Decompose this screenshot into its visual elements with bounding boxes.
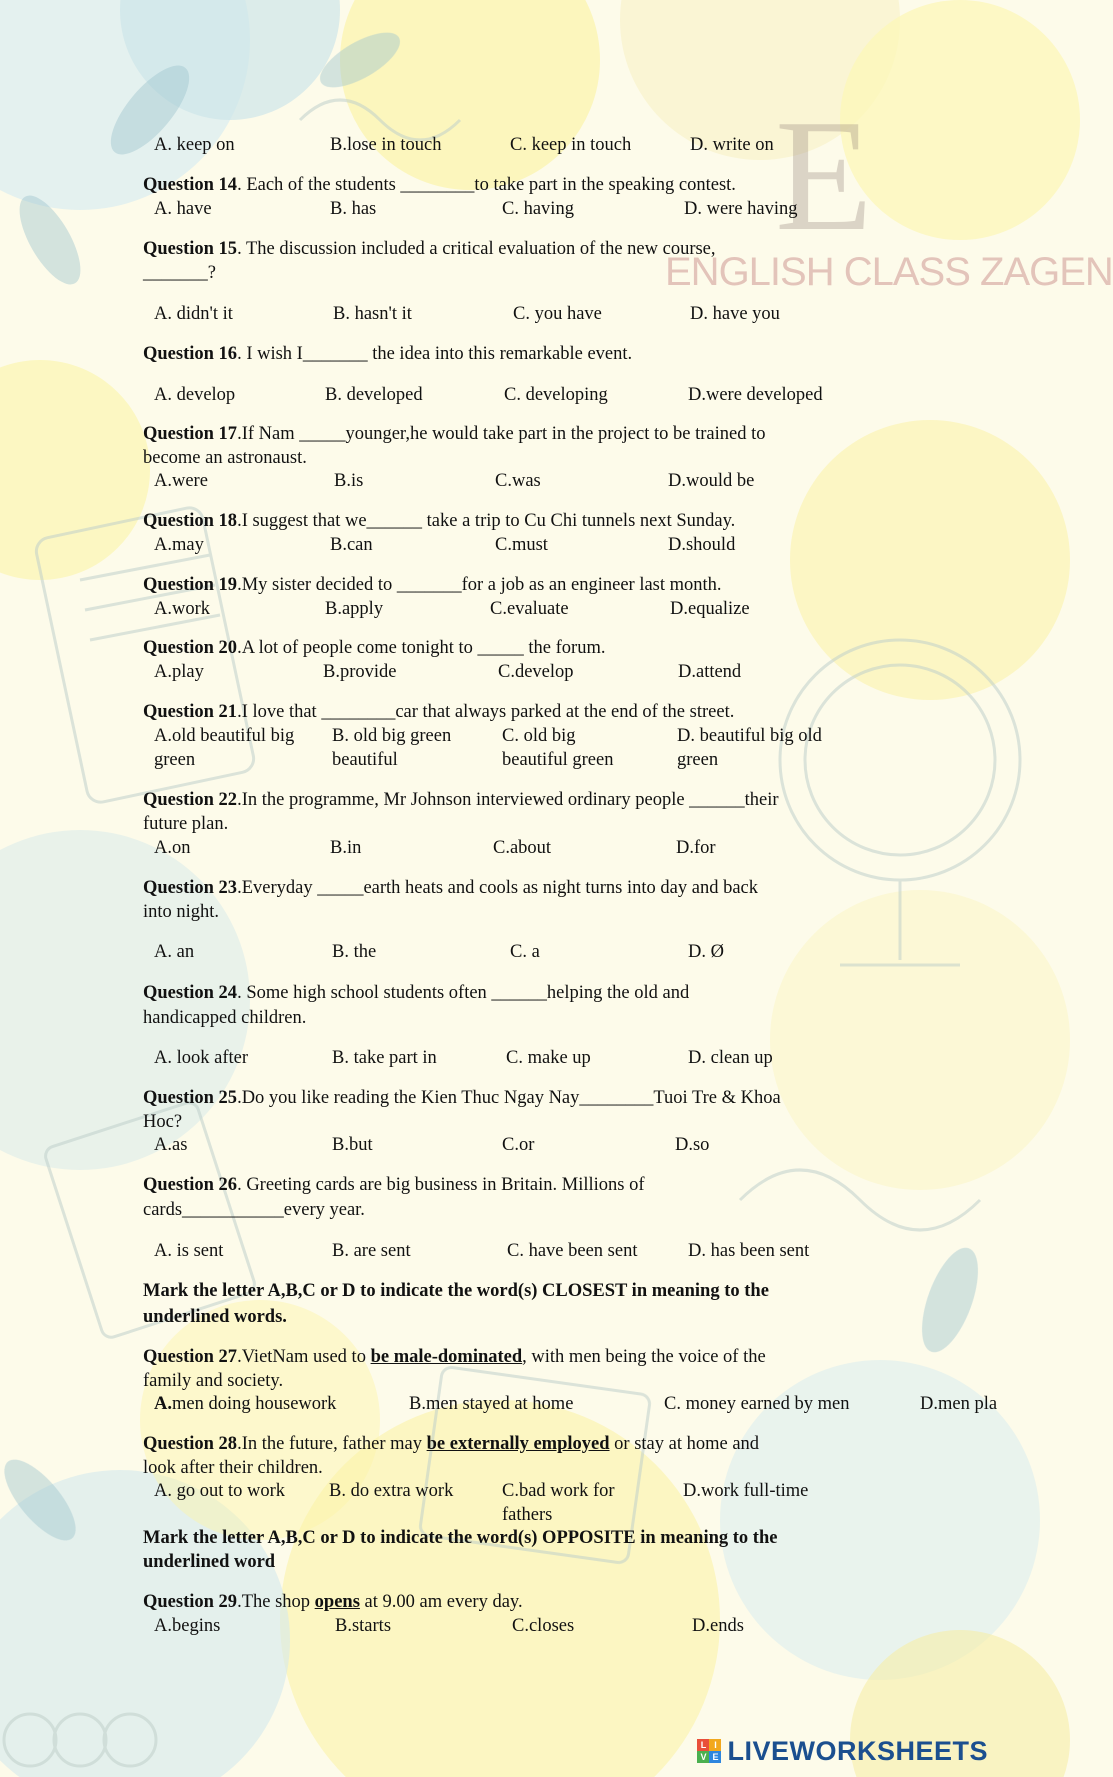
option-d[interactable]: D. Ø	[688, 942, 724, 962]
instruction-closest: Mark the letter A,B,C or D to indicate the word(s) CLOSEST in meaning to the	[143, 1281, 769, 1301]
option-d[interactable]: D.equalize	[670, 599, 750, 619]
option-d[interactable]: D.for	[676, 838, 716, 858]
underlined-word: opens	[314, 1592, 360, 1612]
option-b[interactable]: B.but	[332, 1135, 373, 1155]
question-label: Question 22	[143, 790, 238, 810]
option-letter: A.	[154, 1394, 172, 1414]
option-d[interactable]: D. clean up	[688, 1048, 773, 1068]
question-25	[143, 1086, 781, 1110]
question-21	[143, 700, 734, 724]
question-stem: . Each of the students ________to take part in the speaking contest.	[237, 175, 736, 195]
question-18	[143, 509, 735, 533]
question-label: Question 17	[143, 424, 238, 444]
question-label: Question 15	[143, 239, 238, 259]
logo-letter-l: L	[697, 1739, 709, 1751]
option-d[interactable]: D. write on	[690, 135, 774, 155]
question-29	[143, 1590, 523, 1614]
question-stem: .My sister decided to _______for a job as an engineer last month.	[237, 575, 722, 595]
option-b[interactable]: B. the	[332, 942, 377, 962]
watermark-letter: E	[775, 86, 873, 264]
question-stem: .I love that ________car that always parked at the end of the street.	[237, 702, 735, 722]
option-b[interactable]	[332, 724, 451, 772]
option-d[interactable]: D.should	[668, 535, 736, 555]
option-c[interactable]	[502, 1479, 615, 1527]
question-stem-rest: , with men being the voice of the	[522, 1347, 766, 1367]
option-d[interactable]	[677, 724, 822, 772]
option-c[interactable]: C.or	[502, 1135, 535, 1155]
option-c[interactable]: C. keep in touch	[510, 135, 632, 155]
question-label: Question 20	[143, 638, 238, 658]
option-c[interactable]: C. have been sent	[507, 1241, 638, 1261]
logo-letter-e: E	[709, 1751, 721, 1763]
question-15	[143, 237, 716, 261]
logo-letter-v: V	[697, 1751, 709, 1763]
question-stem: .I suggest that we______ take a trip to Cu Chi tunnels next Sunday.	[237, 511, 736, 531]
option-text-line1: D. beautiful big old	[677, 726, 822, 746]
option-a[interactable]: A.begins	[154, 1616, 221, 1636]
question-stem: .Do you like reading the Kien Thuc Ngay Nay________Tuoi Tre & Khoa	[237, 1088, 781, 1108]
option-d[interactable]: D.so	[675, 1135, 710, 1155]
option-text-line2: beautiful green	[502, 750, 614, 770]
question-stem: . Some high school students often ______helping the old and	[237, 983, 690, 1003]
option-text-line2: green	[154, 750, 196, 770]
question-stem-line2: become an astronaust.	[143, 448, 307, 468]
question-stem-line2: family and society.	[143, 1371, 284, 1391]
option-c[interactable]	[502, 724, 613, 772]
option-d[interactable]: D.would be	[668, 471, 755, 491]
question-22	[143, 788, 779, 812]
option-b[interactable]: B. do extra work	[329, 1481, 454, 1501]
question-stem: .The shop	[237, 1592, 315, 1612]
option-b[interactable]: B.men stayed at home	[409, 1394, 574, 1414]
option-b[interactable]: B. are sent	[332, 1241, 411, 1261]
liveworksheets-brand[interactable]	[697, 1734, 988, 1768]
question-stem-line2: _______?	[143, 263, 216, 283]
option-text-line2: green	[677, 750, 719, 770]
question-27	[143, 1345, 766, 1369]
option-b[interactable]: B. has	[330, 199, 377, 219]
instruction-opposite-line2: underlined word	[143, 1552, 276, 1572]
question-stem-line2: into night.	[143, 902, 220, 922]
option-b[interactable]: B.lose in touch	[330, 135, 442, 155]
question-stem: .A lot of people come tonight to _____ the forum.	[237, 638, 606, 658]
option-c[interactable]: C. money earned by men	[664, 1394, 850, 1414]
question-stem-line2: look after their children.	[143, 1458, 323, 1478]
option-d[interactable]: D.ends	[692, 1616, 744, 1636]
option-d[interactable]: D.men pla	[920, 1394, 998, 1414]
question-stem-line2: Hoc?	[143, 1112, 183, 1132]
underlined-phrase: be male-dominated	[370, 1347, 523, 1367]
option-a[interactable]: A.may	[154, 535, 204, 555]
question-16	[143, 342, 632, 366]
question-20	[143, 636, 605, 660]
option-b[interactable]: B.apply	[325, 599, 384, 619]
question-stem: .In the programme, Mr Johnson interviewed ordinary people ______their	[237, 790, 779, 810]
option-a[interactable]: A. go out to work	[154, 1481, 286, 1501]
option-a[interactable]: A. is sent	[154, 1241, 224, 1261]
question-label: Question 29	[143, 1592, 238, 1612]
question-label: Question 18	[143, 511, 238, 531]
option-a[interactable]: A.were	[154, 471, 208, 491]
option-d[interactable]: D.work full-time	[683, 1481, 809, 1501]
question-label: Question 21	[143, 702, 238, 722]
option-c[interactable]: C.about	[493, 838, 552, 858]
option-d[interactable]: D. were having	[684, 199, 798, 219]
option-a[interactable]	[154, 1392, 336, 1416]
option-a[interactable]: A. have	[154, 199, 212, 219]
option-c[interactable]: C.closes	[512, 1616, 575, 1636]
question-label: Question 14	[143, 175, 238, 195]
option-a[interactable]: A.on	[154, 838, 191, 858]
question-17	[143, 422, 765, 446]
option-a[interactable]: A.work	[154, 599, 211, 619]
option-c[interactable]: C.develop	[498, 662, 574, 682]
question-stem-line2: cards___________every year.	[143, 1200, 365, 1220]
option-b[interactable]: B.is	[334, 471, 364, 491]
option-b[interactable]: B. developed	[325, 385, 423, 405]
option-b[interactable]: B.provide	[323, 662, 397, 682]
option-b[interactable]: B.can	[330, 535, 373, 555]
option-text-line2: beautiful	[332, 750, 398, 770]
question-label: Question 24	[143, 983, 238, 1003]
option-c[interactable]: C.evaluate	[490, 599, 569, 619]
question-stem: . Greeting cards are big business in Britain. Millions of	[237, 1175, 645, 1195]
option-c[interactable]: C.was	[495, 471, 541, 491]
question-stem-line2: handicapped children.	[143, 1008, 307, 1028]
option-a[interactable]: A.as	[154, 1135, 188, 1155]
watermark-text: ENGLISH CLASS ZAGEN	[665, 250, 1113, 294]
option-text-line1: C.bad work for	[502, 1481, 615, 1501]
question-label: Question 28	[143, 1434, 238, 1454]
option-a[interactable]: A.play	[154, 662, 204, 682]
option-a[interactable]: A. develop	[154, 385, 236, 405]
question-stem-line2: future plan.	[143, 814, 229, 834]
liveworksheets-logo-icon	[697, 1739, 721, 1763]
question-19	[143, 573, 722, 597]
option-text-line2: fathers	[502, 1505, 553, 1525]
option-c[interactable]: C. a	[510, 942, 540, 962]
option-a[interactable]	[154, 724, 294, 772]
question-stem: .VietNam used to	[237, 1347, 371, 1367]
instruction-closest-line2: underlined words.	[143, 1307, 287, 1327]
question-14	[143, 173, 736, 197]
option-text-line1: A.old beautiful big	[154, 726, 295, 746]
option-text-line1: C. old big	[502, 726, 576, 746]
option-a[interactable]: A. didn't it	[154, 304, 233, 324]
question-label: Question 26	[143, 1175, 238, 1195]
question-26	[143, 1173, 645, 1197]
option-c[interactable]: C. developing	[504, 385, 608, 405]
option-d[interactable]: D. has been sent	[688, 1241, 810, 1261]
option-b[interactable]: B.starts	[335, 1616, 392, 1636]
question-label: Question 25	[143, 1088, 238, 1108]
question-23	[143, 876, 758, 900]
question-stem: . The discussion included a critical evaluation of the new course,	[237, 239, 716, 259]
question-label: Question 16	[143, 344, 238, 364]
option-a[interactable]: A. an	[154, 942, 195, 962]
question-stem: .Everyday _____earth heats and cools as night turns into day and back	[237, 878, 759, 898]
question-24	[143, 981, 689, 1005]
option-c[interactable]: C. you have	[513, 304, 602, 324]
option-text-line1: B. old big green	[332, 726, 452, 746]
option-a[interactable]: A. keep on	[154, 135, 235, 155]
option-b[interactable]: B. take part in	[332, 1048, 437, 1068]
option-c[interactable]: C. having	[502, 199, 574, 219]
question-stem: . I wish I_______ the idea into this remarkable event.	[237, 344, 633, 364]
option-a[interactable]: A. look after	[154, 1048, 249, 1068]
option-c[interactable]: C. make up	[506, 1048, 591, 1068]
instruction-opposite: Mark the letter A,B,C or D to indicate the word(s) OPPOSITE in meaning to the	[143, 1528, 778, 1548]
question-stem-rest: or stay at home and	[609, 1434, 760, 1454]
logo-letter-i: I	[709, 1739, 721, 1751]
option-b[interactable]: B. hasn't it	[333, 304, 412, 324]
question-stem-rest: at 9.00 am every day.	[359, 1592, 523, 1612]
question-stem: .If Nam _____younger,he would take part in the project to be trained to	[237, 424, 766, 444]
question-label: Question 23	[143, 878, 238, 898]
liveworksheets-text: LIVEWORKSHEETS	[727, 1735, 988, 1766]
question-stem: .In the future, father may	[237, 1434, 427, 1454]
option-c[interactable]: C.must	[495, 535, 548, 555]
question-label: Question 27	[143, 1347, 238, 1367]
option-d[interactable]: D.attend	[678, 662, 742, 682]
option-d[interactable]: D.were developed	[688, 385, 823, 405]
option-b[interactable]: B.in	[330, 838, 362, 858]
question-28	[143, 1432, 759, 1456]
question-label: Question 19	[143, 575, 238, 595]
option-text: men doing housework	[172, 1394, 337, 1414]
option-d[interactable]: D. have you	[690, 304, 780, 324]
underlined-phrase: be externally employed	[426, 1434, 610, 1454]
